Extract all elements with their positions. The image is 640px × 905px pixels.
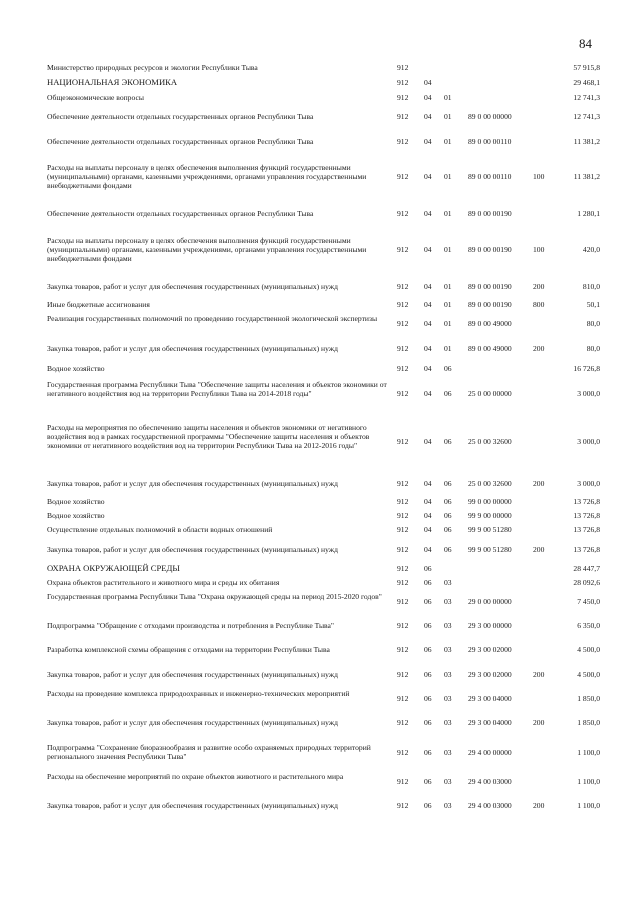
row-section-code: 04 <box>424 93 432 102</box>
row-grbs: 912 <box>397 747 409 757</box>
row-subsection-code: 03 <box>444 670 452 679</box>
row-section-code: 06 <box>424 645 432 654</box>
row-section-code: 06 <box>424 621 432 630</box>
row-subsection-code: 06 <box>444 389 452 398</box>
row-name: Закупка товаров, работ и услуг для обеспечения государственных (муниципальных) нужд <box>47 801 338 810</box>
row-sum: 1 280,1 <box>577 209 600 218</box>
row-sum: 1 100,0 <box>577 776 600 786</box>
row-sum: 3 000,0 <box>577 389 600 398</box>
row-subsection-code: 01 <box>444 282 452 291</box>
row-expense-type: 200 <box>533 801 545 810</box>
row-sum: 11 381,2 <box>573 137 600 146</box>
row-subsection-code: 01 <box>444 209 452 218</box>
row-grbs: 912 <box>397 776 409 786</box>
row-target-article: 25 0 00 32600 <box>468 479 512 488</box>
row-grbs: 912 <box>397 209 409 218</box>
row-expense-type: 100 <box>533 245 545 254</box>
row-name: Охрана объектов растительного и животного мира и среды их обитания <box>47 578 280 587</box>
row-name: Расходы на выплаты персоналу в целях обеспечения выполнения функций государственными (муниципальными) органами, казенными учреждениями, органами управления государственными внебюджетными фондами <box>47 163 367 190</box>
row-section-code: 04 <box>424 545 432 554</box>
row-name: Разработка комплексной схемы обращения с отходами на территории Республики Тыва <box>47 645 330 654</box>
row-target-article: 99 9 00 51280 <box>468 525 512 534</box>
row-section-code: 06 <box>424 747 432 757</box>
row-grbs: 912 <box>397 621 409 630</box>
row-target-article: 29 4 00 00000 <box>468 747 512 757</box>
row-target-article: 25 0 00 00000 <box>468 389 512 398</box>
row-name: Подпрограмма "Сохранение биоразнообразия и развитие особо охраняемых природных территорий регионального значения Республики Тыва" <box>47 743 371 761</box>
row-sum: 13 726,8 <box>573 511 600 520</box>
row-section-code: 04 <box>424 137 432 146</box>
row-subsection-code: 03 <box>444 776 452 786</box>
row-sum: 80,0 <box>586 318 600 328</box>
row-section-code: 04 <box>424 525 432 534</box>
row-sum: 16 726,8 <box>573 364 600 373</box>
row-name: Общеэкономические вопросы <box>47 93 144 102</box>
row-target-article: 99 9 00 51280 <box>468 545 512 554</box>
row-name: Расходы на мероприятия по обеспечению защиты населения и объектов экономики от негативного воздействия вод в рамках государственной программы "Обеспечение защиты населения и объектов экономики от негативного воздействия вод на территории Республики Тыва на 2012-2016 годы" <box>47 423 370 450</box>
row-grbs: 912 <box>397 172 409 181</box>
row-name: Иные бюджетные ассигнования <box>47 300 150 309</box>
row-grbs: 912 <box>397 389 409 398</box>
row-subsection-code: 06 <box>444 364 452 373</box>
row-target-article: 89 0 00 49000 <box>468 318 512 328</box>
row-name: Расходы на обеспечение мероприятий по охране объектов животного и растительного мира <box>47 772 344 781</box>
row-grbs: 912 <box>397 78 409 87</box>
row-name: Водное хозяйство <box>47 364 105 373</box>
row-section-code: 04 <box>424 511 432 520</box>
row-sum: 420,0 <box>582 245 600 254</box>
row-section-code: 04 <box>424 479 432 488</box>
row-name: Обеспечение деятельности отдельных государственных органов Республики Тыва <box>47 137 314 146</box>
row-grbs: 912 <box>397 525 409 534</box>
row-subsection-code: 01 <box>444 172 452 181</box>
row-subsection-code: 06 <box>444 511 452 520</box>
row-target-article: 89 0 00 00110 <box>468 137 512 146</box>
row-grbs: 912 <box>397 801 409 810</box>
row-name: Водное хозяйство <box>47 497 105 506</box>
row-section-code: 06 <box>424 693 432 703</box>
row-grbs: 912 <box>397 344 409 353</box>
row-target-article: 89 0 00 49000 <box>468 344 512 353</box>
row-target-article: 29 0 00 00000 <box>468 596 512 606</box>
row-grbs: 912 <box>397 479 409 488</box>
row-sum: 7 450,0 <box>577 596 600 606</box>
row-target-article: 99 9 00 00000 <box>468 511 512 520</box>
row-name: Реализация государственных полномочий по проведению государственной экологической экспертизы <box>47 314 378 323</box>
row-target-article: 29 3 00 00000 <box>468 621 512 630</box>
row-target-article: 89 0 00 00190 <box>468 245 512 254</box>
row-sum: 6 350,0 <box>577 621 600 630</box>
row-sum: 29 468,1 <box>573 78 600 87</box>
row-subsection-code: 03 <box>444 645 452 654</box>
row-name: Государственная программа Республики Тыва "Охрана окружающей среды на период 2015-2020 годов" <box>47 592 382 601</box>
row-subsection-code: 01 <box>444 112 452 121</box>
row-subsection-code: 06 <box>444 497 452 506</box>
row-sum: 4 500,0 <box>577 670 600 679</box>
row-section-code: 04 <box>424 245 432 254</box>
row-section-code: 04 <box>424 318 432 328</box>
row-section-code: 06 <box>424 718 432 727</box>
row-name: Закупка товаров, работ и услуг для обеспечения государственных (муниципальных) нужд <box>47 545 338 554</box>
row-sum: 13 726,8 <box>573 525 600 534</box>
row-name: Расходы на выплаты персоналу в целях обеспечения выполнения функций государственными (муниципальными) органами, казенными учреждениями, органами управления государственными внебюджетными фондами <box>47 236 367 263</box>
row-name: ОХРАНА ОКРУЖАЮЩЕЙ СРЕДЫ <box>47 563 180 573</box>
row-grbs: 912 <box>397 718 409 727</box>
row-name: Расходы на проведение комплекса природоохранных и инженерно-технических мероприятий <box>47 689 350 698</box>
row-grbs: 912 <box>397 436 409 446</box>
row-name: Закупка товаров, работ и услуг для обеспечения государственных (муниципальных) нужд <box>47 344 338 353</box>
row-grbs: 912 <box>397 112 409 121</box>
row-section-code: 04 <box>424 300 432 309</box>
row-sum: 13 726,8 <box>573 497 600 506</box>
row-name: Закупка товаров, работ и услуг для обеспечения государственных (муниципальных) нужд <box>47 282 338 291</box>
row-name: Государственная программа Республики Тыва "Обеспечение защиты населения и объектов экономики от негативного воздействия вод на территории Республики Тыва на 2014-2018 годы" <box>47 380 387 398</box>
row-section-code: 04 <box>424 364 432 373</box>
row-sum: 810,0 <box>582 282 600 291</box>
row-name: Водное хозяйство <box>47 511 105 520</box>
row-subsection-code: 06 <box>444 545 452 554</box>
row-subsection-code: 03 <box>444 718 452 727</box>
row-subsection-code: 03 <box>444 621 452 630</box>
row-name: Закупка товаров, работ и услуг для обеспечения государственных (муниципальных) нужд <box>47 670 338 679</box>
row-grbs: 912 <box>397 497 409 506</box>
row-section-code: 04 <box>424 78 432 87</box>
row-subsection-code: 01 <box>444 300 452 309</box>
row-grbs: 912 <box>397 511 409 520</box>
row-subsection-code: 03 <box>444 801 452 810</box>
row-subsection-code: 03 <box>444 693 452 703</box>
row-subsection-code: 06 <box>444 436 452 446</box>
row-section-code: 06 <box>424 670 432 679</box>
row-subsection-code: 06 <box>444 479 452 488</box>
row-name: Министерство природных ресурсов и экологии Республики Тыва <box>47 63 258 72</box>
row-target-article: 29 3 00 02000 <box>468 645 512 654</box>
row-sum: 3 000,0 <box>577 479 600 488</box>
row-sum: 50,1 <box>586 300 600 309</box>
row-grbs: 912 <box>397 578 409 587</box>
row-subsection-code: 01 <box>444 137 452 146</box>
row-grbs: 912 <box>397 63 409 72</box>
row-grbs: 912 <box>397 282 409 291</box>
row-sum: 4 500,0 <box>577 645 600 654</box>
row-target-article: 89 0 00 00110 <box>468 172 512 181</box>
row-expense-type: 200 <box>533 282 545 291</box>
row-target-article: 89 0 00 00000 <box>468 112 512 121</box>
row-section-code: 04 <box>424 209 432 218</box>
row-subsection-code: 03 <box>444 578 452 587</box>
row-grbs: 912 <box>397 93 409 102</box>
row-subsection-code: 06 <box>444 525 452 534</box>
row-name: Закупка товаров, работ и услуг для обеспечения государственных (муниципальных) нужд <box>47 479 338 488</box>
row-subsection-code: 01 <box>444 344 452 353</box>
row-name: Обеспечение деятельности отдельных государственных органов Республики Тыва <box>47 209 314 218</box>
row-name: Подпрограмма "Обращение с отходами производства и потребления в Республике Тыва" <box>47 621 334 630</box>
row-expense-type: 200 <box>533 479 545 488</box>
row-target-article: 25 0 00 32600 <box>468 436 512 446</box>
row-grbs: 912 <box>397 545 409 554</box>
row-sum: 13 726,8 <box>573 545 600 554</box>
row-grbs: 912 <box>397 137 409 146</box>
row-target-article: 89 0 00 00190 <box>468 282 512 291</box>
row-grbs: 912 <box>397 564 409 573</box>
row-name: Осуществление отдельных полномочий в области водных отношений <box>47 525 273 534</box>
row-name: НАЦИОНАЛЬНАЯ ЭКОНОМИКА <box>47 77 178 87</box>
row-expense-type: 100 <box>533 172 545 181</box>
row-sum: 12 741,3 <box>573 112 600 121</box>
row-expense-type: 200 <box>533 670 545 679</box>
row-grbs: 912 <box>397 670 409 679</box>
row-section-code: 04 <box>424 389 432 398</box>
row-section-code: 04 <box>424 344 432 353</box>
row-section-code: 04 <box>424 436 432 446</box>
row-sum: 1 850,0 <box>577 693 600 703</box>
row-subsection-code: 01 <box>444 245 452 254</box>
row-sum: 57 915,8 <box>573 63 600 72</box>
row-name: Обеспечение деятельности отдельных государственных органов Республики Тыва <box>47 112 314 121</box>
row-sum: 28 092,6 <box>573 578 600 587</box>
row-sum: 1 850,0 <box>577 718 600 727</box>
row-grbs: 912 <box>397 318 409 328</box>
row-target-article: 29 3 00 04000 <box>468 693 512 703</box>
page-number: 84 <box>579 36 592 51</box>
row-sum: 3 000,0 <box>577 436 600 446</box>
row-expense-type: 200 <box>533 344 545 353</box>
row-section-code: 04 <box>424 172 432 181</box>
row-section-code: 06 <box>424 578 432 587</box>
row-subsection-code: 03 <box>444 596 452 606</box>
row-grbs: 912 <box>397 645 409 654</box>
row-section-code: 04 <box>424 497 432 506</box>
row-grbs: 912 <box>397 245 409 254</box>
row-sum: 1 100,0 <box>577 801 600 810</box>
row-grbs: 912 <box>397 596 409 606</box>
row-subsection-code: 03 <box>444 747 452 757</box>
row-section-code: 06 <box>424 564 432 573</box>
row-sum: 1 100,0 <box>577 747 600 757</box>
row-sum: 12 741,3 <box>573 93 600 102</box>
row-target-article: 29 3 00 04000 <box>468 718 512 727</box>
row-expense-type: 800 <box>533 300 545 309</box>
row-subsection-code: 01 <box>444 93 452 102</box>
row-target-article: 29 4 00 03000 <box>468 801 512 810</box>
row-sum: 11 381,2 <box>573 172 600 181</box>
row-sum: 80,0 <box>586 344 600 353</box>
row-section-code: 06 <box>424 596 432 606</box>
row-target-article: 99 0 00 00000 <box>468 497 512 506</box>
row-section-code: 04 <box>424 112 432 121</box>
row-section-code: 06 <box>424 801 432 810</box>
row-section-code: 06 <box>424 776 432 786</box>
row-target-article: 29 3 00 02000 <box>468 670 512 679</box>
row-expense-type: 200 <box>533 718 545 727</box>
row-name: Закупка товаров, работ и услуг для обеспечения государственных (муниципальных) нужд <box>47 718 338 727</box>
row-section-code: 04 <box>424 282 432 291</box>
row-target-article: 89 0 00 00190 <box>468 209 512 218</box>
row-sum: 28 447,7 <box>573 564 600 573</box>
row-grbs: 912 <box>397 693 409 703</box>
row-target-article: 29 4 00 03000 <box>468 776 512 786</box>
row-target-article: 89 0 00 00190 <box>468 300 512 309</box>
row-subsection-code: 01 <box>444 318 452 328</box>
row-grbs: 912 <box>397 300 409 309</box>
row-grbs: 912 <box>397 364 409 373</box>
row-expense-type: 200 <box>533 545 545 554</box>
